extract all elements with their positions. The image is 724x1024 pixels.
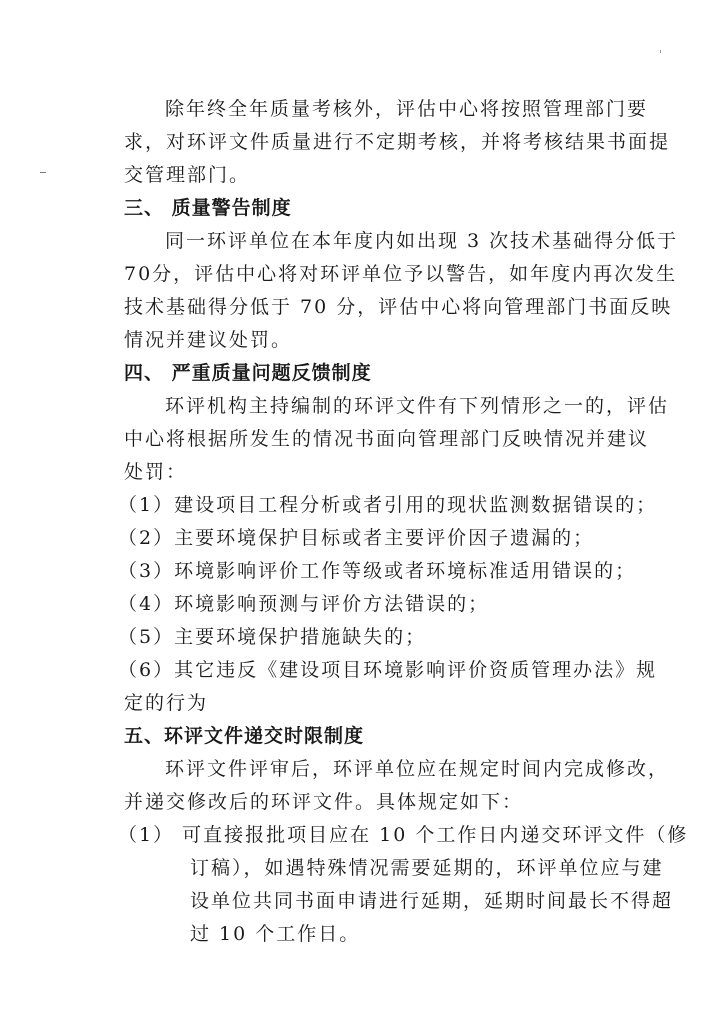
section-5-line-2: 并递交修改后的环评文件。具体规定如下：: [124, 791, 524, 813]
paragraph-1-line-2: 求，对环评文件质量进行不定期考核，并将考核结果书面提: [124, 131, 671, 153]
section-4-line-3: 处罚：: [124, 461, 188, 483]
section-5-item-1-line-1: （1） 可直接报批项目应在 10 个工作日内递交环评文件（修: [118, 824, 689, 846]
section-3-line-2: 70分，评估中心将对环评单位予以警告，如年度内再次发生: [124, 263, 678, 285]
section-4-item-1: （1）建设项目工程分析或者引用的现状监测数据错误的；: [118, 494, 658, 516]
section-3-heading: 三、 质量警告制度: [124, 197, 292, 219]
section-5-item-1-line-2: 订稿），如遇特殊情况需要延期的，环评单位应与建: [190, 857, 664, 879]
section-5-line-1: 环评文件评审后，环评单位应在规定时间内完成修改，: [165, 758, 670, 780]
section-3-line-3: 技术基础得分低于 70 分，评估中心将向管理部门书面反映: [124, 296, 673, 318]
section-3-line-1: 同一环评单位在本年度内如出现 3 次技术基础得分低于: [165, 230, 679, 252]
section-4-item-6: （6）其它违反《建设项目环境影响评价资质管理办法》规: [118, 659, 658, 681]
paragraph-1-line-3: 交管理部门。: [124, 164, 251, 186]
section-5-heading: 五、环评文件递交时限制度: [124, 725, 365, 747]
section-4-heading: 四、 严重质量问题反馈制度: [124, 362, 372, 384]
section-5-item-1-line-3: 设单位共同书面申请进行延期，延期时间最长不得超: [190, 890, 674, 912]
section-4-line-1: 环评机构主持编制的环评文件有下列情形之一的，评估: [165, 395, 670, 417]
section-4-line-2: 中心将根据所发生的情况书面向管理部门反映情况并建议: [124, 428, 650, 450]
paragraph-1-line-1: 除年终全年质量考核外，评估中心将按照管理部门要: [165, 98, 649, 120]
section-4-item-3: （3）环境影响评价工作等级或者环境标准适用错误的；: [118, 560, 637, 582]
section-4-item-6-continued: 定的行为: [124, 692, 209, 714]
margin-mark: [40, 172, 46, 173]
scan-mark: [660, 50, 661, 53]
section-3-line-4: 情况并建议处罚。: [124, 329, 293, 351]
section-4-item-2: （2）主要环境保护目标或者主要评价因子遗漏的；: [118, 527, 595, 549]
section-4-item-5: （5）主要环境保护措施缺失的；: [118, 626, 427, 648]
section-4-item-4: （4）环境影响预测与评价方法错误的；: [118, 593, 490, 615]
section-5-item-1-line-4: 过 10 个工作日。: [190, 923, 361, 945]
